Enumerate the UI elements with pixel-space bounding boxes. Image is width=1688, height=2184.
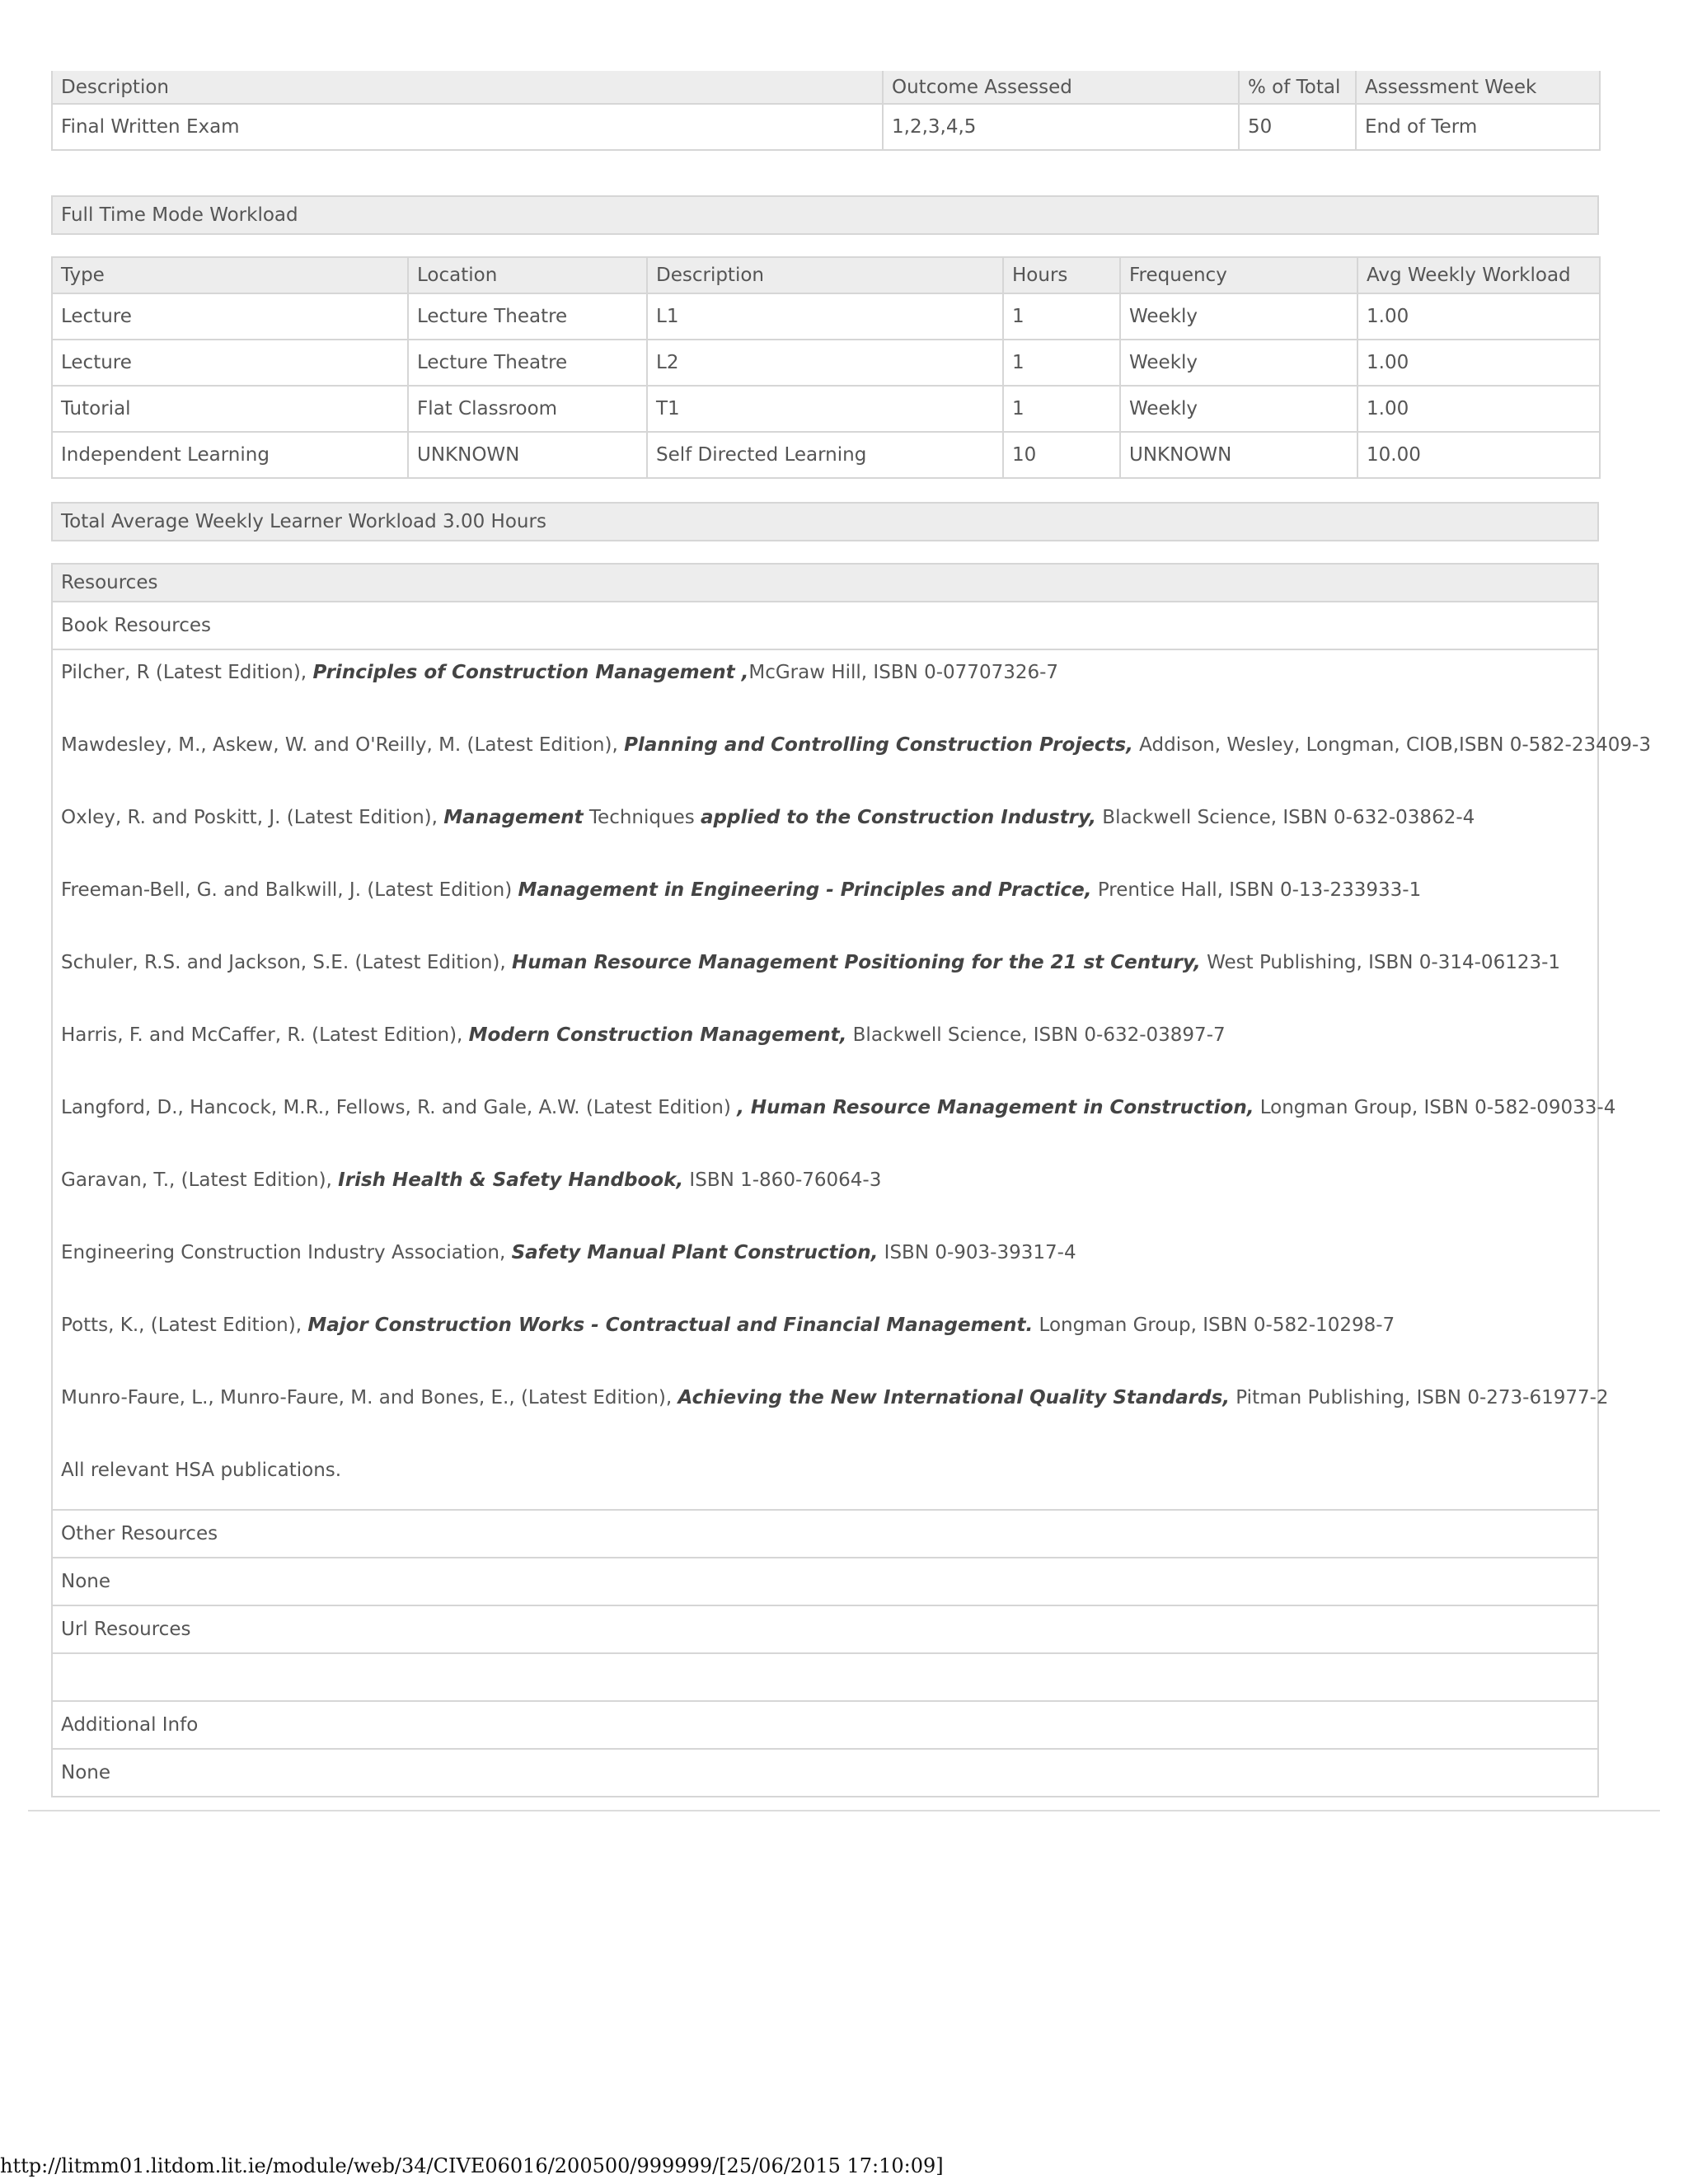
additional-info-label: Additional Info [51, 1702, 1599, 1750]
book-text: Garavan, T., (Latest Edition), [61, 1169, 339, 1191]
book-resource-item [61, 723, 1651, 795]
workload-cell: 1 [1003, 386, 1120, 432]
module-page [51, 71, 1651, 1797]
workload-cell: L1 [647, 293, 1003, 340]
book-resource-item [61, 650, 1589, 723]
book-text: Addison, Wesley, Longman, CIOB,ISBN 0-582-23409-3 [1132, 734, 1651, 756]
book-title: Modern Construction Management, [468, 1024, 847, 1046]
book-title: Management [443, 807, 584, 828]
book-resource-item [61, 868, 1589, 940]
table-row [52, 104, 1600, 150]
assessment-col-percent: % of Total [1239, 71, 1356, 104]
book-resource-item [61, 1085, 1616, 1158]
book-resource-item [61, 940, 1589, 1013]
workload-cell: 1.00 [1357, 386, 1600, 432]
book-title: applied to the Construction Industry, [701, 807, 1096, 828]
workload-col-avg: Avg Weekly Workload [1357, 257, 1600, 293]
workload-cell: Weekly [1120, 386, 1357, 432]
workload-cell: 1.00 [1357, 340, 1600, 386]
workload-cell: Lecture Theatre [408, 340, 647, 386]
workload-cell: Flat Classroom [408, 386, 647, 432]
workload-col-frequency: Frequency [1120, 257, 1357, 293]
book-text: ISBN 0-903-39317-4 [878, 1242, 1076, 1263]
book-text: West Publishing, ISBN 0-314-06123-1 [1200, 952, 1561, 973]
book-text: Blackwell Science, ISBN 0-632-03862-4 [1095, 807, 1475, 828]
book-title: Major Construction Works - Contractual and Financial Management. [307, 1315, 1034, 1336]
book-resource-item [61, 1303, 1589, 1376]
workload-cell: Self Directed Learning [647, 432, 1003, 478]
url-resources-label: Url Resources [51, 1606, 1599, 1654]
book-title: Human Resource Management Positioning for the 21 st Century, [512, 952, 1201, 973]
workload-cell: 10.00 [1357, 432, 1600, 478]
workload-total: Total Average Weekly Learner Workload 3.00 Hours [51, 502, 1599, 541]
book-text: ISBN 1-860-76064-3 [683, 1169, 882, 1191]
book-title: , Human Resource Management in Construction, [737, 1097, 1254, 1118]
assessment-percent: 50 [1239, 104, 1356, 150]
book-resources-label: Book Resources [51, 602, 1599, 650]
additional-info-value: None [51, 1750, 1599, 1797]
book-text: Schuler, R.S. and Jackson, S.E. (Latest Edition), [61, 952, 512, 973]
book-resource-item [61, 1376, 1609, 1448]
workload-cell: Lecture [52, 293, 408, 340]
book-title: Planning and Controlling Construction Projects, [624, 734, 1133, 756]
book-text: Pilcher, R (Latest Edition), [61, 662, 313, 683]
book-text: Langford, D., Hancock, M.R., Fellows, R. and Gale, A.W. (Latest Edition) [61, 1097, 738, 1118]
book-resource-item [61, 795, 1589, 868]
book-title: Principles of Construction Management , [312, 662, 749, 683]
book-resource-item [61, 1158, 1589, 1230]
other-resources-value: None [51, 1558, 1599, 1606]
workload-cell: Lecture [52, 340, 408, 386]
table-row [52, 293, 1600, 340]
book-resource-item [61, 1230, 1589, 1303]
book-text: Longman Group, ISBN 0-582-09033-4 [1254, 1097, 1616, 1118]
book-title: Irish Health & Safety Handbook, [338, 1169, 684, 1191]
book-title: Safety Manual Plant Construction, [511, 1242, 879, 1263]
page-divider [28, 1810, 1660, 1811]
url-resources-value [51, 1654, 1599, 1702]
assessment-col-outcome: Outcome Assessed [883, 71, 1239, 104]
workload-cell: 1 [1003, 340, 1120, 386]
workload-cell: UNKNOWN [1120, 432, 1357, 478]
assessment-col-description: Description [52, 71, 883, 104]
workload-col-type: Type [52, 257, 408, 293]
workload-table [51, 256, 1601, 479]
book-text: Oxley, R. and Poskitt, J. (Latest Edition), [61, 807, 444, 828]
book-text: Freeman-Bell, G. and Balkwill, J. (Latest Edition) [61, 879, 518, 901]
book-text: McGraw Hill, ISBN 0-07707326-7 [748, 662, 1059, 683]
assessment-col-week: Assessment Week [1356, 71, 1600, 104]
book-text: Harris, F. and McCaffer, R. (Latest Edition), [61, 1024, 469, 1046]
workload-cell: Weekly [1120, 340, 1357, 386]
book-text: All relevant HSA publications. [61, 1460, 342, 1481]
workload-cell: L2 [647, 340, 1003, 386]
workload-col-location: Location [408, 257, 647, 293]
book-resources-list [51, 650, 1651, 1511]
workload-col-hours: Hours [1003, 257, 1120, 293]
table-row [52, 432, 1600, 478]
book-text: Techniques [583, 807, 701, 828]
book-text: Blackwell Science, ISBN 0-632-03897-7 [846, 1024, 1226, 1046]
book-resource-item [61, 1013, 1589, 1085]
book-text: Munro-Faure, L., Munro-Faure, M. and Bones, E., (Latest Edition), [61, 1387, 678, 1408]
resources-title: Resources [51, 563, 1599, 602]
workload-cell: 1.00 [1357, 293, 1600, 340]
table-row [52, 386, 1600, 432]
workload-title: Full Time Mode Workload [51, 195, 1599, 235]
book-text: Potts, K., (Latest Edition), [61, 1315, 308, 1336]
table-row [52, 340, 1600, 386]
workload-cell: Weekly [1120, 293, 1357, 340]
workload-cell: T1 [647, 386, 1003, 432]
book-text: Pitman Publishing, ISBN 0-273-61977-2 [1230, 1387, 1609, 1408]
footer-url: http://litmm01.litdom.lit.ie/module/web/34/CIVE06016/200500/999999/[25/06/2015 17:10:09] [0, 2154, 944, 2177]
assessment-description: Final Written Exam [52, 104, 883, 150]
book-text: Mawdesley, M., Askew, W. and O'Reilly, M. (Latest Edition), [61, 734, 625, 756]
assessment-week: End of Term [1356, 104, 1600, 150]
book-text: Longman Group, ISBN 0-582-10298-7 [1033, 1315, 1395, 1336]
book-title: Achieving the New International Quality Standards, [678, 1387, 1230, 1408]
workload-cell: Tutorial [52, 386, 408, 432]
book-text: Engineering Construction Industry Association, [61, 1242, 512, 1263]
book-resource-item [61, 1448, 1589, 1509]
workload-cell: 1 [1003, 293, 1120, 340]
assessment-outcome: 1,2,3,4,5 [883, 104, 1239, 150]
workload-cell: Independent Learning [52, 432, 408, 478]
book-title: Management in Engineering - Principles and Practice, [518, 879, 1092, 901]
assessment-table [51, 71, 1601, 151]
workload-cell: 10 [1003, 432, 1120, 478]
workload-cell: Lecture Theatre [408, 293, 647, 340]
assessment-header-row [52, 71, 1600, 104]
workload-cell: UNKNOWN [408, 432, 647, 478]
workload-header-row [52, 257, 1600, 293]
book-text: Prentice Hall, ISBN 0-13-233933-1 [1091, 879, 1422, 901]
other-resources-label: Other Resources [51, 1511, 1599, 1558]
workload-col-description: Description [647, 257, 1003, 293]
